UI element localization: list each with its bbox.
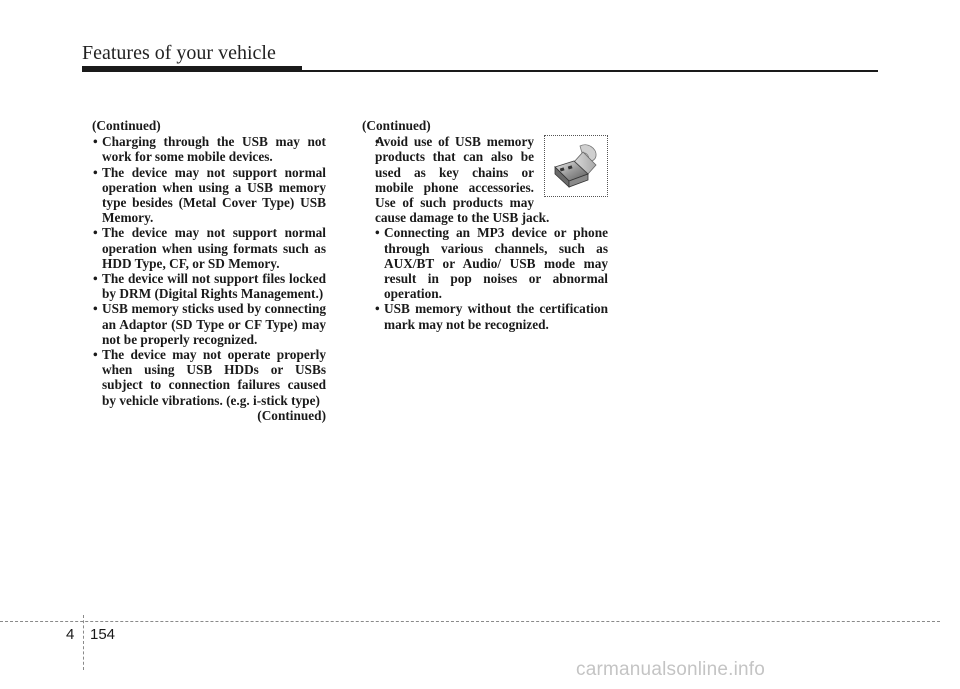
bullet-item: • Charging through the USB may not work for some mobile devices. <box>80 134 326 164</box>
continued-label-bottom: (Continued) <box>257 407 326 423</box>
footer-rule <box>0 621 940 622</box>
bullet-item: • USB memory sticks used by connecting an Adaptor (SD Type or CF Type) may not be properly recognized. <box>80 301 326 347</box>
bullet-item: • The device may not support normal operation when using a USB memory type besides (Metal Cover Type) USB Memory. <box>80 165 326 226</box>
bullet-item <box>362 134 608 225</box>
watermark: carmanualsonline.info <box>576 659 766 680</box>
page-number: 154 <box>90 626 116 643</box>
usb-stick-icon <box>550 143 602 189</box>
continued-label-top: (Continued) <box>362 118 431 133</box>
left-bullet-list <box>80 134 326 408</box>
bullet-item: • The device may not support normal operation when using formats such as HDD Type, CF, or SD Memory. <box>80 225 326 271</box>
bullet-item: • USB memory without the certification mark may not be recognized. <box>362 301 608 331</box>
chapter-number: 4 <box>66 626 75 643</box>
bullet-text: Avoid use of USB memory products that can also be used as key chains or mobile phone accessories. Use of such products may cause damage to the USB jack. <box>375 134 550 226</box>
continued-label-top: (Continued) <box>92 118 161 133</box>
usb-stick-figure <box>544 135 608 197</box>
right-bullet-list <box>362 134 608 332</box>
bullet-item: • Connecting an MP3 device or phone through various channels, such as AUX/BT or Audio/ USB mode may result in pop noises or abnormal operation. <box>362 225 608 301</box>
left-column <box>80 118 326 423</box>
footer-divider <box>83 615 84 670</box>
right-column <box>362 118 608 332</box>
page-title: Features of your vehicle <box>82 42 276 64</box>
bullet-item: • The device will not support files locked by DRM (Digital Rights Management.) <box>80 271 326 301</box>
header-rule-thick <box>82 66 302 72</box>
bullet-item: • The device may not operate properly when using USB HDDs or USBs subject to connection failures caused by vehicle vibrations. (e.g. i-stick type) <box>80 347 326 408</box>
header-rule-thin <box>302 70 878 72</box>
